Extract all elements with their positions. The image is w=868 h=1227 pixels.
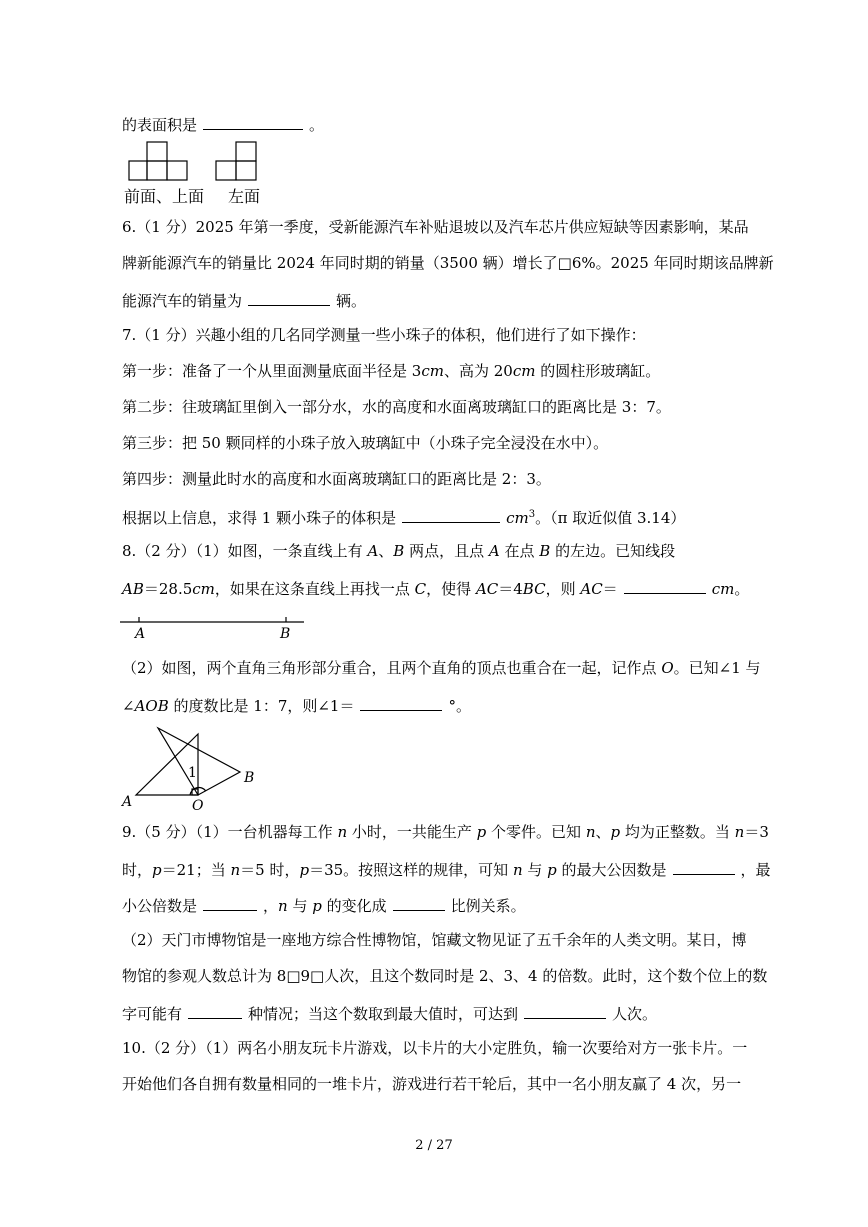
q9-line-5: 物馆的参观人数总计为 8□9□人次，且这个数同时是 2、3、4 的倍数。此时，这个数个位上的数 — [122, 967, 768, 985]
text: 字可能有 — [122, 1005, 183, 1023]
page-number: 2 / 27 — [415, 1138, 453, 1153]
text: 的圆柱形玻璃缸。 — [535, 362, 661, 380]
text: 两点，且点 — [404, 542, 489, 560]
var: A — [488, 542, 500, 560]
text: 辆。 — [336, 292, 367, 310]
text: 人次。 — [612, 1005, 658, 1023]
q9-line-6 — [122, 1002, 657, 1024]
q8-line-2 — [122, 577, 749, 599]
text: 的左边。已知线段 — [550, 542, 676, 560]
q9-line-1 — [122, 822, 769, 842]
answer-blank[interactable] — [402, 506, 500, 523]
text: 根据以上信息，求得 1 颗小珠子的体积是 — [122, 509, 397, 527]
text: 能源汽车的销量为 — [122, 292, 243, 310]
answer-blank[interactable] — [203, 894, 257, 911]
text: 8.（2 分）（1）如图，一条直线上有 — [122, 542, 368, 560]
q7-line-6 — [122, 505, 685, 528]
var: n — [278, 897, 288, 915]
text: 小时，一共能生产 — [347, 823, 477, 841]
view-square — [147, 161, 167, 180]
q7-line-4: 第三步：把 50 颗同样的小珠子放入玻璃缸中（小珠子完全浸没在水中）。 — [122, 434, 609, 452]
text: 的表面积是 — [122, 116, 198, 134]
q7-line-3: 第二步：往玻璃缸里倒入一部分水，水的高度和水面离玻璃缸口的距离比是 3：7。 — [122, 398, 671, 416]
unit: cm — [421, 362, 444, 380]
view-square — [129, 161, 147, 180]
text: 的度数比是 1：7，则∠1＝ — [168, 697, 355, 715]
view-square — [167, 161, 187, 180]
q10-line-1: 10.（2 分）（1）两名小朋友玩卡片游戏，以卡片的大小定胜负，输一次要给对方一张卡片。一 — [122, 1039, 748, 1057]
point-a-label: A — [135, 626, 146, 642]
unit: cm — [506, 509, 529, 527]
text: 第一步：准备了一个从里面测量底面半径是 3 — [122, 362, 422, 380]
text: 在点 — [499, 542, 540, 560]
var: p — [299, 861, 310, 879]
view-square — [216, 161, 236, 180]
q7-line-2 — [122, 361, 660, 381]
q10-line-2: 开始他们各自拥有数量相同的一堆卡片，游戏进行若干轮后，其中一名小朋友赢了 4 次，另一 — [122, 1075, 742, 1093]
answer-blank[interactable] — [624, 577, 706, 594]
q9-line-2 — [122, 858, 771, 880]
angle-1-label: 1 — [188, 765, 197, 781]
view-labels — [124, 187, 260, 207]
text: 的最大公因数是 — [556, 861, 667, 879]
point-o-label: O — [192, 798, 204, 812]
view-square — [236, 142, 256, 161]
text: 个零件。已知 — [486, 823, 586, 841]
text: ＝4 — [498, 580, 523, 598]
text: （2）如图，两个直角三角形部分重合，且两个直角的顶点也重合在一起，记作点 — [122, 659, 662, 677]
answer-blank[interactable] — [360, 694, 442, 711]
var: p — [476, 823, 487, 841]
view-square — [147, 142, 167, 161]
q6-line-3 — [122, 289, 366, 311]
var: n — [734, 823, 745, 841]
q9-line-3 — [122, 894, 526, 916]
surface-area-line — [122, 113, 324, 135]
text: ，如果在这条直线上再找一点 — [214, 580, 415, 598]
q6-line-2: 牌新能源汽车的销量比 2024 年同时期的销量（3500 辆）增长了□6%。2025 年同时期该品牌新 — [122, 254, 774, 272]
var: C — [414, 580, 427, 598]
var: n — [337, 823, 348, 841]
text: 、高为 20 — [443, 362, 513, 380]
right-triangles-figure — [118, 720, 268, 812]
text: ＝21；当 — [161, 861, 231, 879]
var: AOB — [134, 697, 169, 715]
unit: cm — [711, 580, 735, 598]
text: 与 — [287, 897, 313, 915]
text: ＝35。按照这样的规律，可知 — [309, 861, 513, 879]
text: 9.（5 分）（1）一台机器每工作 — [122, 823, 338, 841]
answer-blank[interactable] — [524, 1002, 606, 1019]
q9-line-4: （2）天门市博物馆是一座地方综合性博物馆，馆藏文物见证了五千余年的人类文明。某日，博 — [122, 931, 747, 949]
q8-line-3 — [122, 658, 761, 678]
answer-blank[interactable] — [248, 289, 330, 306]
text: ，使得 — [426, 580, 476, 598]
left-view-label: 左面 — [228, 187, 261, 206]
text: 小公倍数是 — [122, 897, 198, 915]
answer-blank[interactable] — [188, 1002, 242, 1019]
point-b-label: B — [244, 770, 255, 786]
text: 与 — [522, 861, 548, 879]
point-a-label: A — [122, 794, 133, 810]
var: p — [152, 861, 162, 879]
text: 。已知∠1 与 — [673, 659, 761, 677]
var: n — [230, 861, 241, 879]
text: 时， — [122, 861, 153, 879]
text: 种情况；当这个数取到最大值时，可达到 — [248, 1005, 519, 1023]
var: p — [312, 897, 322, 915]
var: AC — [475, 580, 499, 598]
text: 、 — [595, 823, 611, 841]
unit: cm — [512, 362, 536, 380]
answer-blank[interactable] — [393, 894, 445, 911]
text: ＝28.5 — [143, 580, 193, 598]
text: ，最 — [740, 861, 771, 879]
text: 。 — [734, 580, 750, 598]
text: ，则 — [545, 580, 581, 598]
var: BC — [522, 580, 546, 598]
three-view-figure — [126, 140, 266, 184]
var: B — [393, 542, 405, 560]
segment-ab-figure — [120, 612, 310, 642]
answer-blank[interactable] — [203, 113, 303, 130]
text: 比例关系。 — [450, 897, 526, 915]
q8-line-4 — [122, 694, 471, 716]
var: n — [585, 823, 596, 841]
text: 、 — [378, 542, 394, 560]
var: AB — [122, 580, 144, 598]
front-top-label: 前面、上面 — [124, 187, 205, 206]
q8-line-1 — [122, 541, 675, 561]
var: p — [547, 861, 557, 879]
var: AC — [580, 580, 603, 598]
var: O — [661, 659, 674, 677]
text: ＝3 — [744, 823, 769, 841]
text: ＝5 时， — [240, 861, 300, 879]
text: °。 — [448, 697, 471, 715]
text: 均为正整数。当 — [620, 823, 735, 841]
superscript: 3 — [528, 509, 536, 520]
view-square — [236, 161, 256, 180]
var: p — [610, 823, 621, 841]
text: ∠ — [122, 697, 135, 715]
unit: cm — [192, 580, 215, 598]
q7-line-1: 7.（1 分）兴趣小组的几名同学测量一些小珠子的体积，他们进行了如下操作： — [122, 326, 646, 344]
text: 的变化成 — [321, 897, 387, 915]
answer-blank[interactable] — [673, 858, 735, 875]
var: A — [367, 542, 379, 560]
var: n — [512, 861, 523, 879]
var: B — [539, 542, 551, 560]
q7-line-5: 第四步：测量此时水的高度和水面离玻璃缸口的距离比是 2：3。 — [122, 470, 551, 488]
text: ， — [263, 897, 279, 915]
q6-line-1: 6.（1 分）2025 年第一季度，受新能源汽车补贴退坡以及汽车芯片供应短缺等因素影响，某品 — [122, 218, 749, 236]
text: 。 — [309, 116, 325, 134]
text: ＝ — [602, 580, 618, 598]
point-b-label: B — [280, 626, 291, 642]
text: 。（π 取近似值 3.14） — [535, 509, 686, 527]
